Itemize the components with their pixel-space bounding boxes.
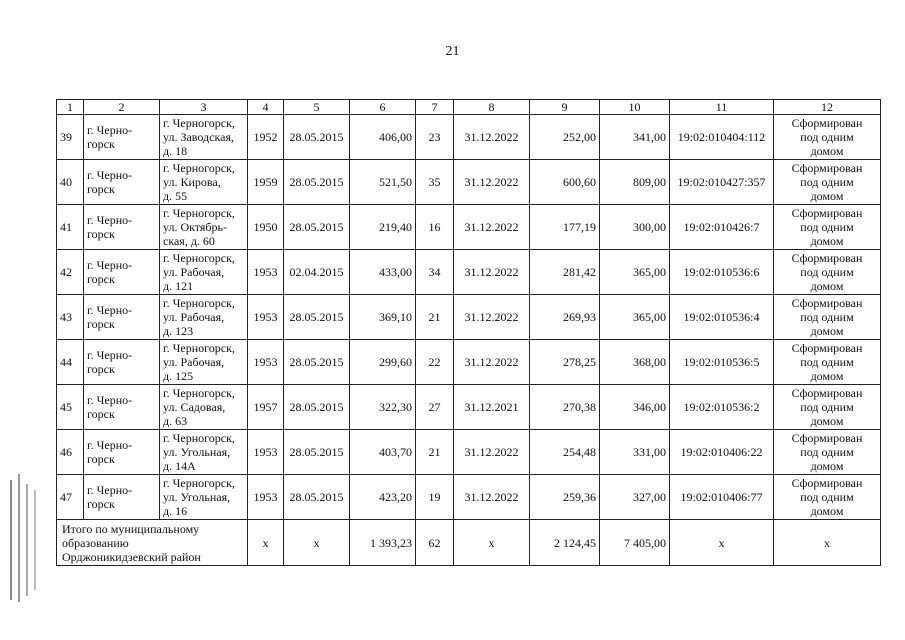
cadastral-number-cell: 19:02:010536:4 (670, 295, 774, 340)
row-number: 39 (57, 115, 84, 160)
status-cell: Сформирован под одним домом (774, 340, 881, 385)
value-cell: 341,00 (600, 115, 670, 160)
value-cell: 346,00 (600, 385, 670, 430)
year-cell: 1953 (248, 475, 284, 520)
date-cell: 28.05.2015 (284, 115, 350, 160)
row-number: 45 (57, 385, 84, 430)
area-cell: 521,50 (350, 160, 416, 205)
column-number: 10 (600, 100, 670, 115)
status-cell: Сформирован под одним домом (774, 250, 881, 295)
column-number: 12 (774, 100, 881, 115)
total-date-cell: x (284, 520, 350, 566)
date-cell: 28.05.2015 (284, 160, 350, 205)
deadline-cell: 31.12.2022 (454, 250, 530, 295)
value-cell: 809,00 (600, 160, 670, 205)
row-number: 40 (57, 160, 84, 205)
page-number: 21 (445, 44, 460, 59)
column-number: 6 (350, 100, 416, 115)
date-cell: 02.04.2015 (284, 250, 350, 295)
year-cell: 1957 (248, 385, 284, 430)
value-cell: 331,00 (600, 430, 670, 475)
status-cell: Сформирован под одним домом (774, 295, 881, 340)
row-number: 44 (57, 340, 84, 385)
date-cell: 28.05.2015 (284, 385, 350, 430)
locality-cell: г. Черно- горск (84, 250, 160, 295)
cadastral-number-cell: 19:02:010406:22 (670, 430, 774, 475)
residents-cell: 19 (416, 475, 454, 520)
date-cell: 28.05.2015 (284, 475, 350, 520)
locality-cell: г. Черно- горск (84, 295, 160, 340)
cadastral-number-cell: 19:02:010536:6 (670, 250, 774, 295)
area-cell: 322,30 (350, 385, 416, 430)
table-row (57, 205, 881, 250)
total-residents-cell: 62 (416, 520, 454, 566)
area-cell: 423,20 (350, 475, 416, 520)
locality-cell: г. Черно- горск (84, 385, 160, 430)
deadline-cell: 31.12.2022 (454, 115, 530, 160)
table-row (57, 250, 881, 295)
year-cell: 1952 (248, 115, 284, 160)
row-number: 46 (57, 430, 84, 475)
deadline-cell: 31.12.2022 (454, 430, 530, 475)
address-cell: г. Черногорск, ул. Кирова, д. 55 (160, 160, 248, 205)
column-number: 7 (416, 100, 454, 115)
year-cell: 1953 (248, 250, 284, 295)
cadastral-number-cell: 19:02:010426:7 (670, 205, 774, 250)
date-cell: 28.05.2015 (284, 205, 350, 250)
cadastral-number-cell: 19:02:010404:112 (670, 115, 774, 160)
status-cell: Сформирован под одним домом (774, 115, 881, 160)
locality-cell: г. Черно- горск (84, 205, 160, 250)
address-cell: г. Черногорск, ул. Угольная, д. 16 (160, 475, 248, 520)
land-area-cell: 254,48 (530, 430, 600, 475)
total-cadastral-cell: x (670, 520, 774, 566)
table-row (57, 160, 881, 205)
address-cell: г. Черногорск, ул. Рабочая, д. 125 (160, 340, 248, 385)
locality-cell: г. Черно- горск (84, 475, 160, 520)
land-area-cell: 270,38 (530, 385, 600, 430)
deadline-cell: 31.12.2021 (454, 385, 530, 430)
column-number: 5 (284, 100, 350, 115)
row-number: 43 (57, 295, 84, 340)
year-cell: 1953 (248, 340, 284, 385)
locality-cell: г. Черно- горск (84, 115, 160, 160)
column-number: 9 (530, 100, 600, 115)
land-area-cell: 281,42 (530, 250, 600, 295)
column-number: 3 (160, 100, 248, 115)
cadastral-number-cell: 19:02:010536:5 (670, 340, 774, 385)
residents-cell: 21 (416, 430, 454, 475)
total-status-cell: x (774, 520, 881, 566)
address-cell: г. Черногорск, ул. Рабочая, д. 121 (160, 250, 248, 295)
date-cell: 28.05.2015 (284, 295, 350, 340)
land-area-cell: 177,19 (530, 205, 600, 250)
land-area-cell: 259,36 (530, 475, 600, 520)
value-cell: 368,00 (600, 340, 670, 385)
area-cell: 403,70 (350, 430, 416, 475)
total-label: Итого по муниципальному образованию Орджоникидзевский район (57, 520, 248, 566)
area-cell: 369,10 (350, 295, 416, 340)
column-number: 2 (84, 100, 160, 115)
residents-cell: 16 (416, 205, 454, 250)
table-row (57, 295, 881, 340)
status-cell: Сформирован под одним домом (774, 475, 881, 520)
row-number: 41 (57, 205, 84, 250)
column-number-row (57, 100, 881, 115)
residents-cell: 27 (416, 385, 454, 430)
status-cell: Сформирован под одним домом (774, 160, 881, 205)
year-cell: 1953 (248, 430, 284, 475)
table-row (57, 430, 881, 475)
status-cell: Сформирован под одним домом (774, 205, 881, 250)
status-cell: Сформирован под одним домом (774, 385, 881, 430)
date-cell: 28.05.2015 (284, 340, 350, 385)
locality-cell: г. Черно- горск (84, 160, 160, 205)
status-cell: Сформирован под одним домом (774, 430, 881, 475)
column-number: 8 (454, 100, 530, 115)
total-year-cell: x (248, 520, 284, 566)
land-area-cell: 278,25 (530, 340, 600, 385)
locality-cell: г. Черно- горск (84, 340, 160, 385)
area-cell: 219,40 (350, 205, 416, 250)
cadastral-number-cell: 19:02:010406:77 (670, 475, 774, 520)
land-area-cell: 600,60 (530, 160, 600, 205)
row-number: 47 (57, 475, 84, 520)
table-row (57, 340, 881, 385)
address-cell: г. Черногорск, ул. Угольная, д. 14А (160, 430, 248, 475)
value-cell: 365,00 (600, 295, 670, 340)
deadline-cell: 31.12.2022 (454, 340, 530, 385)
total-row (57, 520, 881, 566)
value-cell: 327,00 (600, 475, 670, 520)
total-deadline-cell: x (454, 520, 530, 566)
deadline-cell: 31.12.2022 (454, 475, 530, 520)
address-cell: г. Черногорск, ул. Рабочая, д. 123 (160, 295, 248, 340)
table-row (57, 115, 881, 160)
value-cell: 300,00 (600, 205, 670, 250)
column-number: 4 (248, 100, 284, 115)
residents-cell: 21 (416, 295, 454, 340)
total-value-cell: 7 405,00 (600, 520, 670, 566)
address-cell: г. Черногорск, ул. Октябрь- ская, д. 60 (160, 205, 248, 250)
total-land-area-cell: 2 124,45 (530, 520, 600, 566)
land-area-cell: 252,00 (530, 115, 600, 160)
cadastral-number-cell: 19:02:010427:357 (670, 160, 774, 205)
address-cell: г. Черногорск, ул. Садовая, д. 63 (160, 385, 248, 430)
year-cell: 1950 (248, 205, 284, 250)
deadline-cell: 31.12.2022 (454, 295, 530, 340)
table-row (57, 385, 881, 430)
address-cell: г. Черногорск, ул. Заводская, д. 18 (160, 115, 248, 160)
residents-cell: 23 (416, 115, 454, 160)
date-cell: 28.05.2015 (284, 430, 350, 475)
column-number: 1 (57, 100, 84, 115)
deadline-cell: 31.12.2022 (454, 205, 530, 250)
deadline-cell: 31.12.2022 (454, 160, 530, 205)
row-number: 42 (57, 250, 84, 295)
area-cell: 433,00 (350, 250, 416, 295)
land-area-cell: 269,93 (530, 295, 600, 340)
locality-cell: г. Черно- горск (84, 430, 160, 475)
residents-cell: 22 (416, 340, 454, 385)
column-number: 11 (670, 100, 774, 115)
table-row (57, 475, 881, 520)
total-area-cell: 1 393,23 (350, 520, 416, 566)
area-cell: 406,00 (350, 115, 416, 160)
housing-registry-table (56, 99, 881, 566)
area-cell: 299,60 (350, 340, 416, 385)
year-cell: 1959 (248, 160, 284, 205)
residents-cell: 35 (416, 160, 454, 205)
cadastral-number-cell: 19:02:010536:2 (670, 385, 774, 430)
year-cell: 1953 (248, 295, 284, 340)
value-cell: 365,00 (600, 250, 670, 295)
residents-cell: 34 (416, 250, 454, 295)
side-stamp (4, 470, 42, 610)
